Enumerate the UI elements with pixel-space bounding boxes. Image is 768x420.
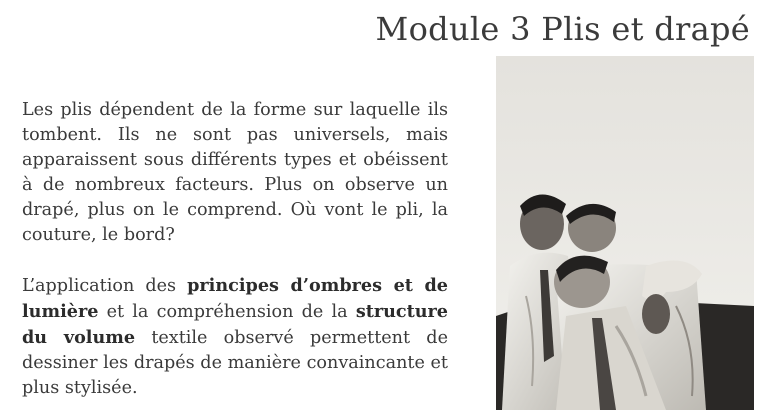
slide-title: Module 3 Plis et drapé — [375, 10, 750, 48]
paragraph-2-text-1: L’application des — [22, 276, 188, 296]
emphasis-shadows-light: principes d’ombres et de lumière — [22, 275, 448, 322]
drapery-photo — [496, 56, 754, 410]
paragraph-2 — [22, 273, 448, 401]
paragraph-2-text-2: et la compréhension de la — [98, 302, 356, 322]
paragraph-1: Les plis dépendent de la forme sur laquelle ils tombent. Ils ne sont pas universels, mais apparaissent sous différents types et obéissent à de nombreux facteurs. Plus on observe un drapé, plus on le comprend. Où vont le pli, la couture, le bord? — [22, 100, 448, 245]
emphasis-volume-structure: structure du volume — [22, 301, 448, 348]
paragraph-2-text-3: textile observé permettent de dessiner les drapés de manière convaincante et plus stylisée. — [22, 328, 448, 398]
body-text — [22, 98, 448, 401]
